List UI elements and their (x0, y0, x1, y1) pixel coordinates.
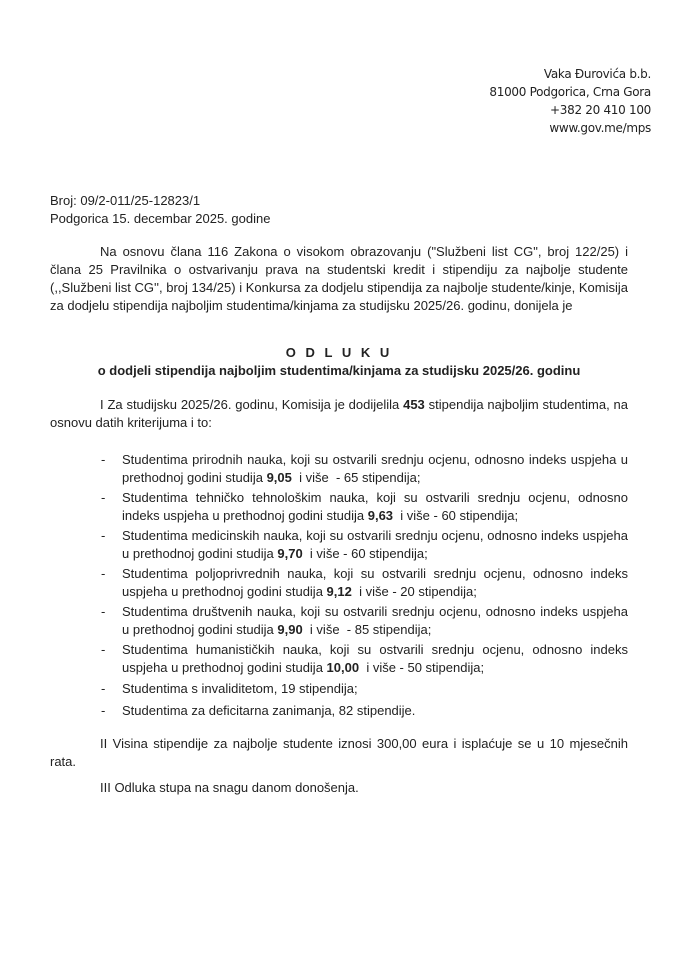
list-dash: - (101, 642, 106, 657)
item-text-after: i više - 60 stipendija; (302, 546, 428, 561)
reference-block (50, 192, 628, 228)
item-text: Studentima medicinskih nauka, koji su ostvarili srednju ocjenu, odnosno indeks uspjeha u prethodnoj godini studija (122, 528, 628, 561)
item-text-after: i više - 20 stipendija; (351, 584, 477, 599)
list-item (50, 641, 628, 677)
item-grade: 9,70 (277, 546, 303, 561)
item-text: Studentima prirodnih nauka, koji su ostvarili srednju ocjenu, odnosno indeks uspjeha u prethodnoj godini studija (122, 452, 628, 485)
decision-subtitle: o dodjeli stipendija najboljim studentima/kinjama za studijsku 2025/26. godinu (97, 363, 581, 378)
item-grade: 9,12 (326, 584, 352, 599)
scholarship-count: 453 (403, 397, 425, 412)
item-text: Studentima društvenih nauka, koji su ostvarili srednju ocjenu, odnosno indeks uspjeha u prethodnoj godini studija (122, 604, 628, 637)
item-text-after: i više - 65 stipendija; (291, 470, 421, 485)
list-item (50, 565, 628, 601)
list-item (50, 489, 628, 525)
item-text: Studentima s invaliditetom, 19 stipendija; (122, 681, 358, 696)
item-text: Studentima poljoprivrednih nauka, koji su ostvarili srednju ocjenu, odnosno indeks uspjeha u prethodnoj godini studija (122, 566, 628, 599)
item-grade: 10,00 (326, 660, 360, 675)
address-phone: +382 20 410 100 (550, 103, 651, 117)
item-grade: 9,05 (266, 470, 292, 485)
item-text-after: i više - 60 stipendija; (393, 508, 519, 523)
list-dash: - (101, 604, 106, 619)
reference-date: Podgorica 15. decembar 2025. godine (50, 211, 271, 226)
item-text: Studentima humanističkih nauka, koji su ostvarili srednju ocjenu, odnosno indeks uspjeha u prethodnoj godini studija (122, 642, 628, 675)
address-block (489, 65, 651, 137)
section-1-after: stipendija najboljim studentima, na osnovu datih kriterijuma i to: (50, 397, 629, 430)
list-dash: - (101, 681, 106, 696)
address-street: Vaka Đurovića b.b. (543, 67, 651, 81)
list-dash: - (101, 528, 106, 543)
list-dash: - (101, 566, 106, 581)
list-item (50, 527, 628, 563)
section-2: II Visina stipendije za najbolje studente iznosi 300,00 eura i isplaćuje se u 10 mjesečnih rata. (50, 736, 628, 769)
list-dash: - (101, 490, 106, 505)
item-text-after: i više - 85 stipendija; (302, 622, 432, 637)
criteria-list (50, 451, 628, 722)
list-item (50, 451, 628, 487)
section-1 (50, 396, 628, 432)
section-1-before: I Za studijsku 2025/26. godinu, Komisija je dodijelila (100, 397, 404, 412)
item-text-after: i više - 50 stipendija; (359, 660, 485, 675)
preamble: Na osnovu člana 116 Zakona o visokom obrazovanju ("Službeni list CG", broj 122/25) i člana 25 Pravilnika o ostvarivanju prava na studentski kredit i stipendiju za najbolje studente (,,Službeni list CG'', broj 134/25) i Konkursa za dodjelu stipendija za najbolje studente/kinje, Komisija za dodjelu stipendija najboljim studentima/kinjama za studijsku 2025/26. godinu, donijela je (50, 244, 628, 313)
item-text: Studentima za deficitarna zanimanja, 82 stipendije. (122, 703, 416, 718)
section-3: III Odluka stupa na snagu danom donošenja. (100, 780, 359, 795)
list-item (50, 702, 628, 720)
address-city: 81000 Podgorica, Crna Gora (489, 85, 651, 99)
item-grade: 9,90 (277, 622, 303, 637)
decision-title: O D L U K U (285, 345, 393, 360)
item-grade: 9,63 (367, 508, 394, 523)
address-web: www.gov.me/mps (549, 121, 651, 135)
list-item (50, 680, 628, 698)
reference-number: Broj: 09/2-011/25-12823/1 (50, 193, 201, 208)
item-text: Studentima tehničko tehnološkim nauka, koji su ostvarili srednju ocjenu, odnosno indeks uspjeha u prethodnoj godini studija (122, 490, 628, 523)
list-dash: - (101, 703, 106, 718)
list-item (50, 603, 628, 639)
list-dash: - (101, 452, 106, 467)
